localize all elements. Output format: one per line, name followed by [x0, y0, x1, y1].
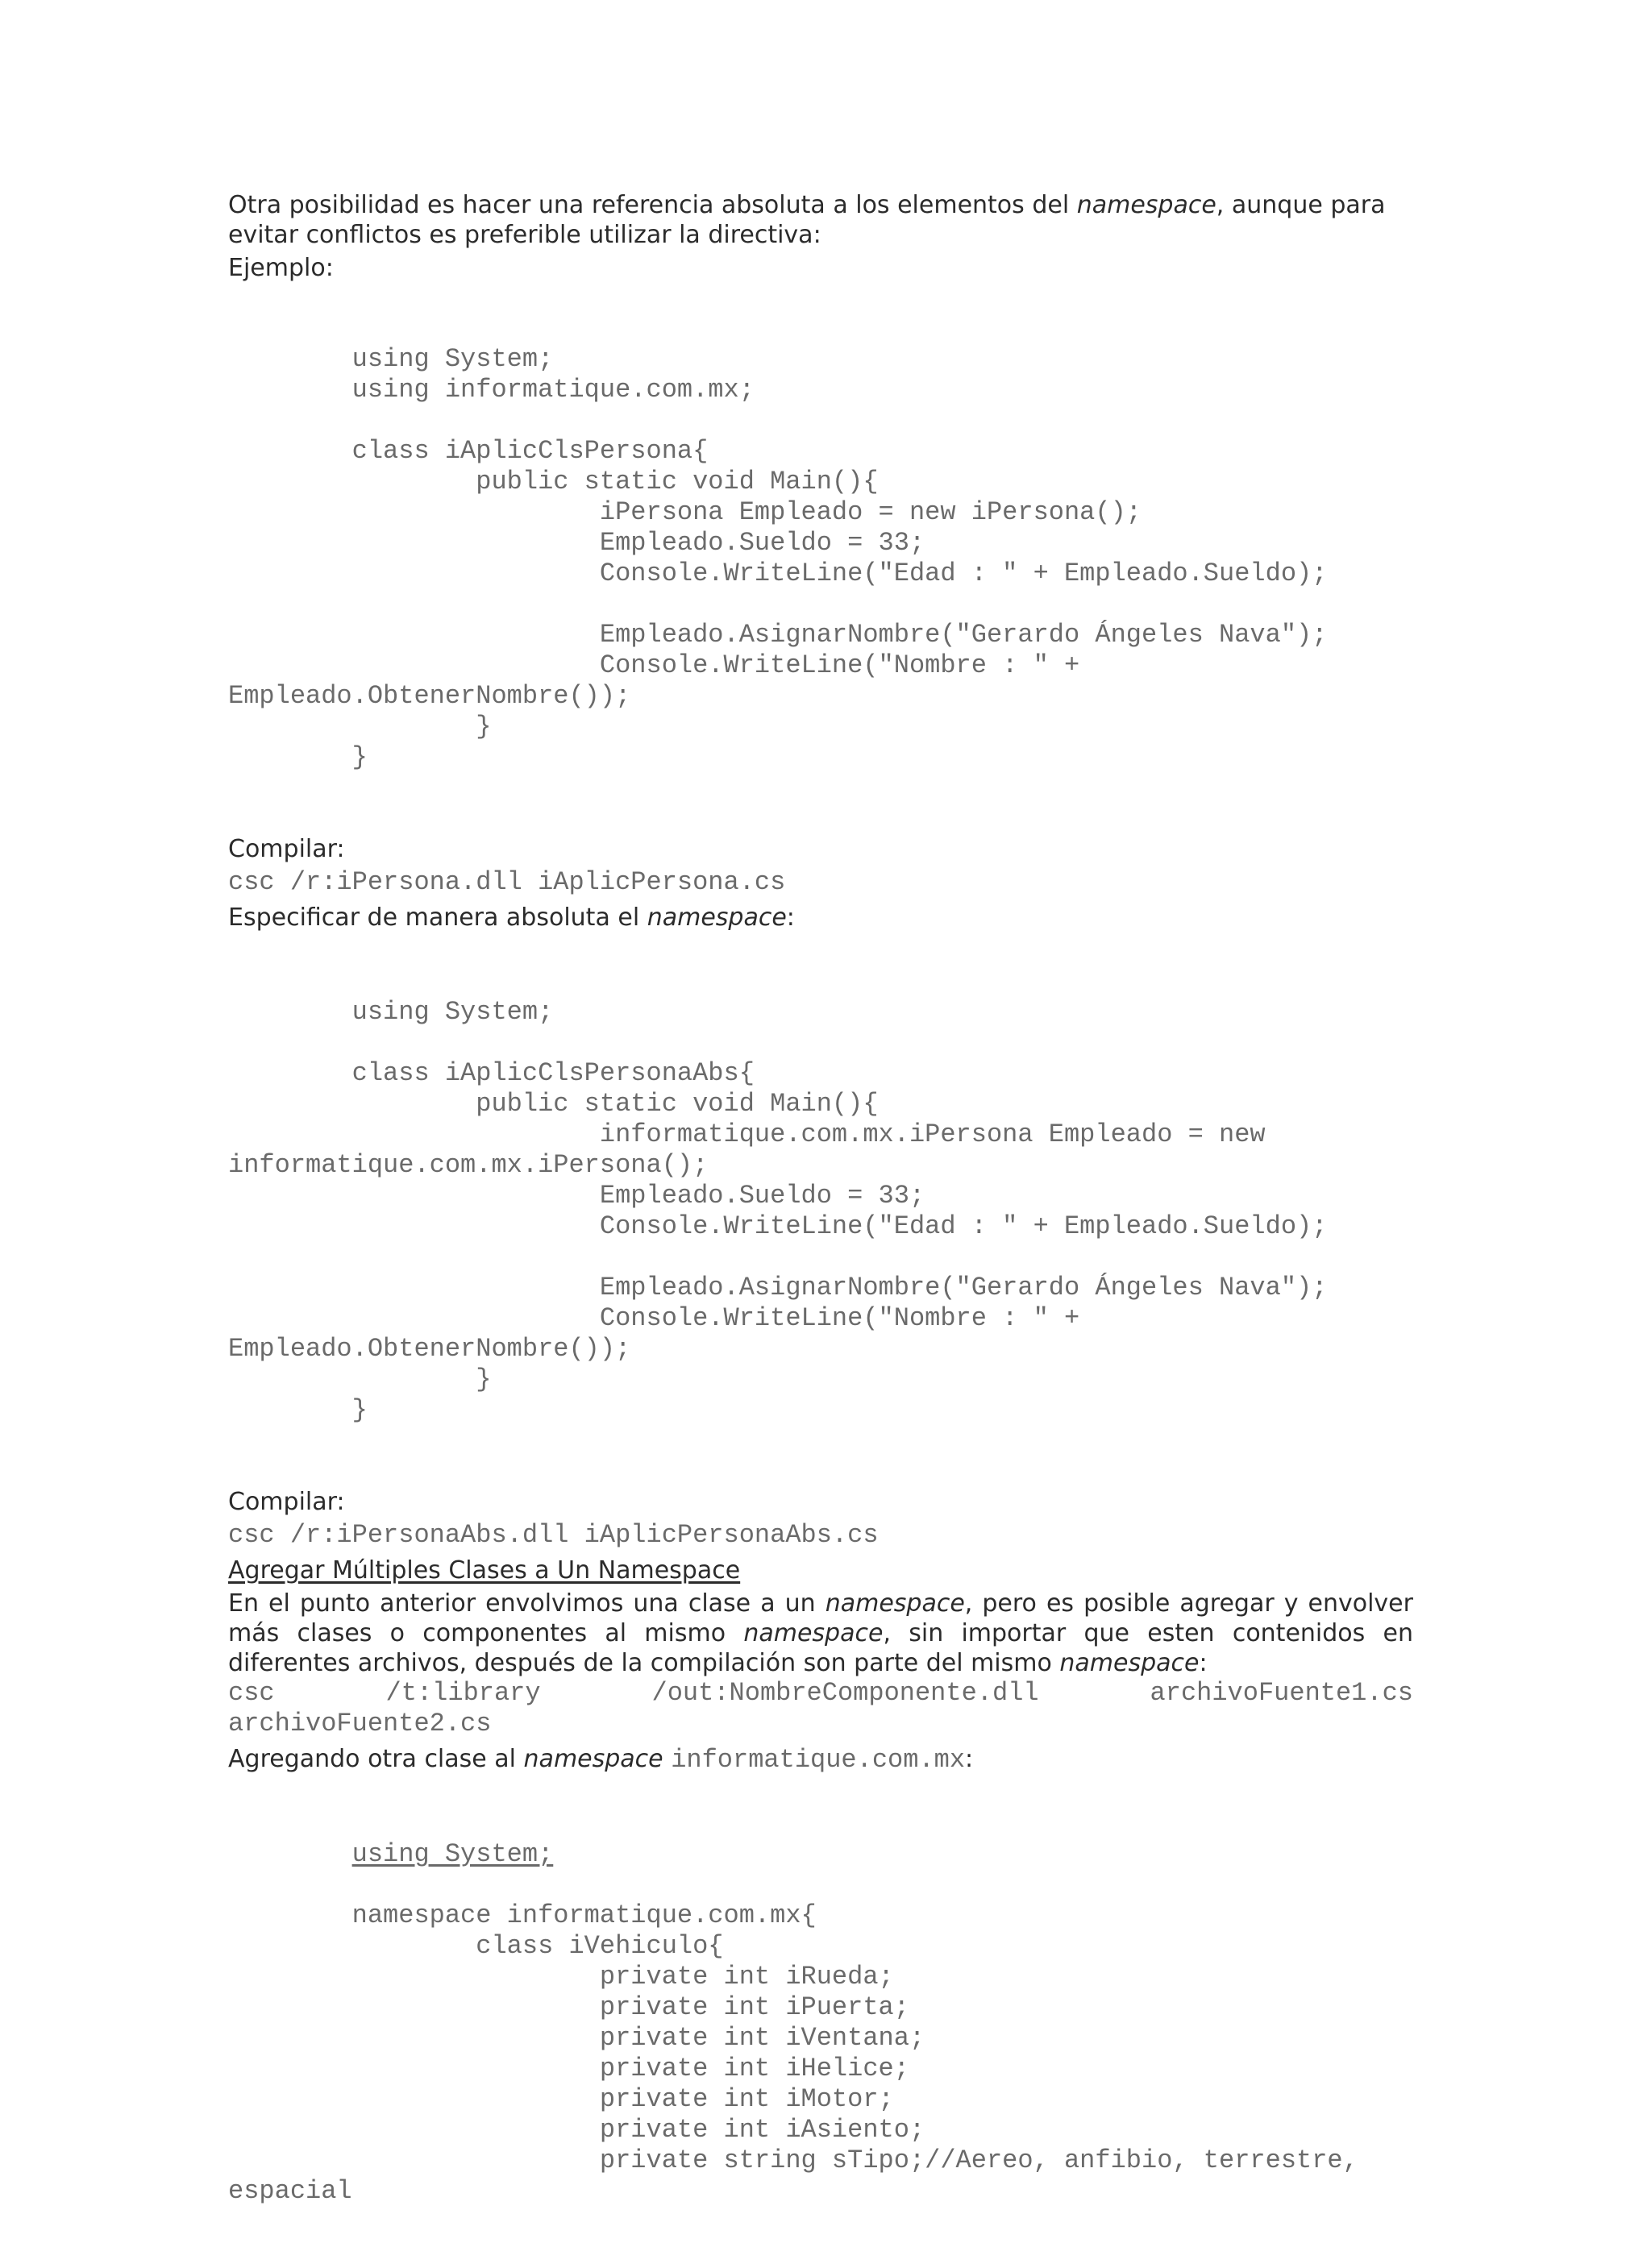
code-line: using informatique.com.mx; — [228, 375, 755, 405]
code-line: Console.WriteLine("Edad : " + Empleado.Sueldo); — [228, 1211, 1328, 1241]
code-line: Empleado.Sueldo = 33; — [228, 1181, 925, 1211]
underlined-using: using System; — [351, 1839, 554, 1869]
code-line: private int iMotor; — [228, 2084, 894, 2114]
code-line: espacial — [228, 2176, 352, 2206]
compile-label-2: Compilar: — [228, 1488, 345, 1516]
code-line: class iAplicClsPersonaAbs{ — [228, 1058, 755, 1088]
code-line: Empleado.ObtenerNombre()); — [228, 1334, 631, 1364]
code-line — [228, 1242, 1413, 1273]
library-command — [228, 1678, 1413, 1739]
code-line: } — [228, 1395, 368, 1425]
code-line: using System; — [228, 997, 554, 1027]
code-line: iPersona Empleado = new iPersona(); — [228, 497, 1142, 527]
code-line — [228, 405, 1413, 436]
library-command-line-2: archivoFuente2.cs — [228, 1709, 492, 1738]
code-block-1 — [228, 283, 1413, 834]
code-line: } — [228, 1365, 492, 1394]
code-line: Empleado.AsignarNombre("Gerardo Ángeles Nava"); — [228, 620, 1328, 650]
code-line: private int iHelice; — [228, 2054, 909, 2083]
absolute-namespace-paragraph: Especificar de manera absoluta el namespace: — [228, 903, 795, 932]
code-line: public static void Main(){ — [228, 467, 879, 496]
code-line: Empleado.AsignarNombre("Gerardo Ángeles Nava"); — [228, 1273, 1328, 1302]
compile-label-1: Compilar: — [228, 835, 345, 863]
code-line: Console.WriteLine("Nombre : " + — [228, 650, 1080, 680]
code-block-3 — [228, 1778, 1413, 2268]
code-line: private int iAsiento; — [228, 2115, 925, 2145]
code-line: } — [228, 742, 368, 772]
code-line: Console.WriteLine("Edad : " + Empleado.Sueldo); — [228, 559, 1328, 588]
multiple-classes-paragraph: En el punto anterior envolvimos una clase a un namespace, pero es posible agregar y envolver más clases o componentes al mismo namespace, sin importar que esten contenidos en diferentes archivos, después de la compilación son parte del mismo namespace: — [228, 1589, 1414, 1677]
cmd-part: archivoFuente1.cs — [1150, 1678, 1413, 1708]
code-line — [228, 1028, 1413, 1058]
code-line: private string sTipo;//Aereo, anfibio, terrestre, — [228, 2145, 1358, 2175]
compile-command-1: csc /r:iPersona.dll iAplicPersona.cs — [228, 867, 786, 897]
code-line: informatique.com.mx.iPersona Empleado = new — [228, 1119, 1266, 1149]
code-line: } — [228, 712, 492, 741]
cmd-part: /t:library — [385, 1678, 541, 1708]
code-line: Empleado.ObtenerNombre()); — [228, 681, 631, 711]
code-block-2 — [228, 936, 1413, 1487]
example-label: Ejemplo: — [228, 254, 334, 282]
intro-paragraph: Otra posibilidad es hacer una referencia absoluta a los elementos del namespace, aunque para evitar conflictos es preferible utilizar la directiva: — [228, 191, 1386, 249]
code-line: private int iPuerta; — [228, 1992, 909, 2022]
code-line: class iVehiculo{ — [228, 1931, 724, 1961]
code-line — [228, 1870, 1413, 1900]
code-line: namespace informatique.com.mx{ — [228, 1900, 817, 1930]
code-line: informatique.com.mx.iPersona(); — [228, 1150, 709, 1180]
code-line: public static void Main(){ — [228, 1089, 879, 1119]
cmd-part: /out:NombreComponente.dll — [651, 1678, 1039, 1708]
code-line: class iAplicClsPersona{ — [228, 436, 709, 466]
cmd-part: csc — [228, 1678, 275, 1708]
section-title: Agregar Múltiples Clases a Un Namespace — [228, 1556, 741, 1585]
code-line — [228, 589, 1413, 620]
code-line: private int iRueda; — [228, 1962, 894, 1992]
code-line: private int iVentana; — [228, 2023, 925, 2053]
code-line: Console.WriteLine("Nombre : " + — [228, 1303, 1080, 1333]
compile-command-2: csc /r:iPersonaAbs.dll iAplicPersonaAbs.cs — [228, 1520, 879, 1550]
library-command-line-1 — [228, 1678, 1413, 1709]
code-line: using System; — [228, 344, 554, 374]
code-line-using — [228, 1839, 1413, 1870]
code-line: Empleado.Sueldo = 33; — [228, 528, 925, 558]
adding-class-paragraph: Agregando otra clase al namespace informatique.com.mx: — [228, 1745, 974, 1775]
document-body — [228, 190, 1413, 2268]
